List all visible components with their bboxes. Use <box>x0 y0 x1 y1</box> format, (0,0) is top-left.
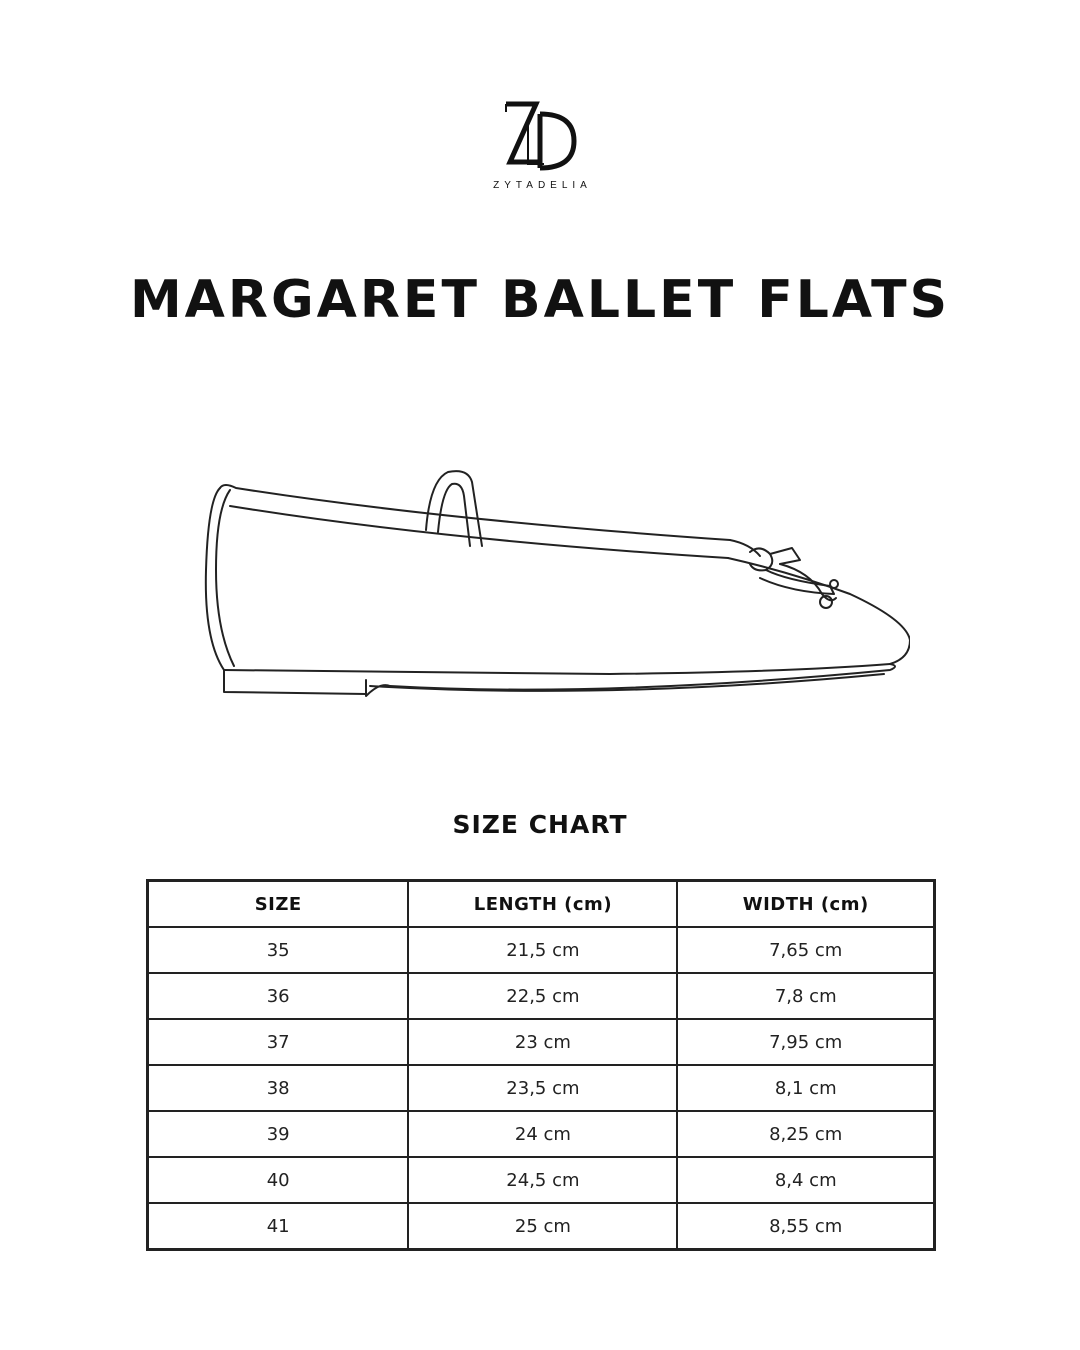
table-row <box>148 1157 935 1203</box>
cell-length: 23,5 cm <box>408 1065 677 1111</box>
brand-name: ZYTADELIA <box>493 180 592 191</box>
zd-monogram-icon <box>500 100 580 174</box>
cell-size: 37 <box>148 1019 409 1065</box>
table-header-row <box>148 881 935 928</box>
header-width: WIDTH (cm) <box>677 881 934 928</box>
table-row <box>148 1019 935 1065</box>
cell-size: 39 <box>148 1111 409 1157</box>
cell-width: 7,8 cm <box>677 973 934 1019</box>
table-row <box>148 1065 935 1111</box>
table-row <box>148 1111 935 1157</box>
cell-length: 24,5 cm <box>408 1157 677 1203</box>
cell-width: 7,65 cm <box>677 927 934 973</box>
cell-width: 7,95 cm <box>677 1019 934 1065</box>
cell-width: 8,1 cm <box>677 1065 934 1111</box>
cell-length: 24 cm <box>408 1111 677 1157</box>
table-row <box>148 973 935 1019</box>
cell-length: 22,5 cm <box>408 973 677 1019</box>
cell-width: 8,55 cm <box>677 1203 934 1250</box>
ballet-flat-outline-icon <box>190 460 910 710</box>
header-size: SIZE <box>148 881 409 928</box>
table-row <box>148 1203 935 1250</box>
table-row <box>148 927 935 973</box>
header-length: LENGTH (cm) <box>408 881 677 928</box>
product-title: MARGARET BALLET FLATS <box>129 270 951 330</box>
cell-size: 38 <box>148 1065 409 1111</box>
cell-length: 21,5 cm <box>408 927 677 973</box>
cell-size: 35 <box>148 927 409 973</box>
cell-length: 25 cm <box>408 1203 677 1250</box>
size-chart-table <box>146 879 936 1251</box>
size-chart-title: SIZE CHART <box>452 810 628 839</box>
cell-size: 40 <box>148 1157 409 1203</box>
cell-width: 8,25 cm <box>677 1111 934 1157</box>
cell-length: 23 cm <box>408 1019 677 1065</box>
cell-size: 41 <box>148 1203 409 1250</box>
brand-logo <box>0 100 1080 191</box>
cell-size: 36 <box>148 973 409 1019</box>
cell-width: 8,4 cm <box>677 1157 934 1203</box>
